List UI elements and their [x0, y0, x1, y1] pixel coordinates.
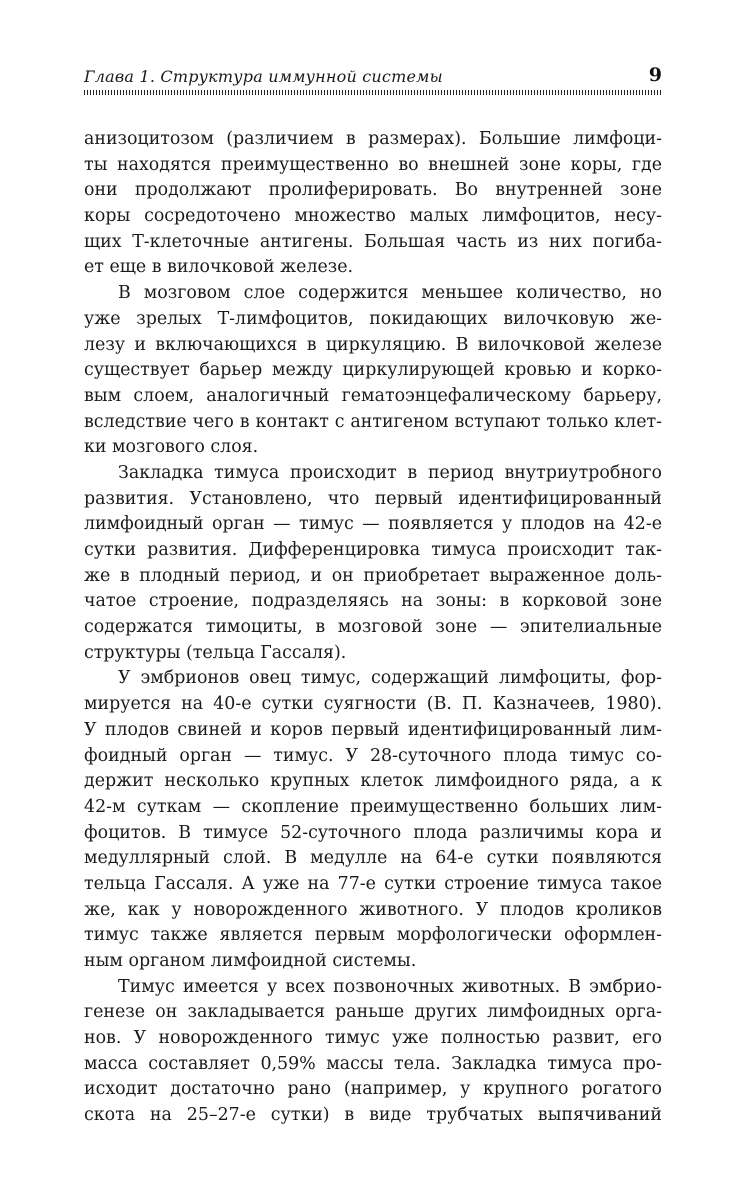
text-line: анизоцитозом (различием в размерах). Большие лимфоци- [84, 129, 662, 149]
text-line: В мозговом слое содержится меньшее количество, но [118, 283, 662, 304]
text-line: У эмбрионов овец тимус, содержащий лимфоциты, фор- [118, 668, 662, 689]
text-line: фоидный орган — тимус. У 28-суточного плода тимус со- [84, 745, 662, 766]
text-line: мируется на 40-е сутки суягности (В. П. Казначеев, 1980). [84, 694, 662, 715]
chapter-title: Глава 1. Структура иммунной системы [84, 67, 443, 86]
text-line: тимус также является первым морфологически оформлен- [84, 925, 662, 946]
text-line: Тимус имеется у всех позвоночных животных. В эмбрио- [118, 976, 662, 997]
text-line: исходит достаточно рано (например, у крупного рогатого [84, 1079, 662, 1100]
text-line: масса составляет 0,59% массы тела. Закладка тимуса про- [84, 1053, 662, 1074]
text-line: существует барьер между циркулирующей кровью и корко- [84, 360, 662, 381]
text-line: нов. У новорожденного тимус уже полностью развит, его [84, 1028, 662, 1049]
text-line: развития. Установлено, что первый идентифицированный [84, 488, 662, 509]
text-line: содержатся тимоциты, в мозговой зоне — эпителиальные [84, 617, 662, 638]
text-line: ты находятся преимущественно во внешней зоне коры, где [84, 154, 662, 175]
header-rule [84, 90, 662, 95]
paragraph [84, 666, 662, 974]
text-line: вследствие чего в контакт с антигеном вступают только клет- [84, 411, 662, 432]
text-line: держит несколько крупных клеток лимфоидного ряда, а к [84, 771, 662, 792]
text-line: же, как у новорожденного животного. У плодов кроликов [84, 899, 662, 920]
text-line: Закладка тимуса происходит в период внутриутробного [118, 462, 662, 483]
paragraph [84, 461, 662, 667]
paragraph [84, 281, 662, 461]
text-line: 42-м суткам — скопление преимущественно больших лим- [84, 796, 662, 817]
text-line: же в плодный период, и он приобретает выраженное доль- [84, 565, 662, 586]
paragraph [84, 975, 662, 1129]
text-line: структуры (тельца Гассаля). [84, 642, 347, 663]
body-text [84, 127, 662, 1129]
text-line: коры сосредоточено множество малых лимфоцитов, несу- [84, 206, 662, 227]
text-line: лимфоидный орган — тимус — появляется у плодов на 42-е [84, 514, 662, 535]
text-line: вым слоем, аналогичный гематоэнцефалическому барьеру, [84, 385, 662, 406]
text-line: скота на 25–27-е сутки) в виде трубчатых выпячиваний [84, 1105, 662, 1126]
text-line: ет еще в вилочковой железе. [84, 257, 354, 278]
text-line: чатое строение, подразделяясь на зоны: в корковой зоне [84, 591, 662, 612]
text-line: генезе он закладывается раньше других лимфоидных орга- [84, 1002, 662, 1023]
text-line: фоцитов. В тимусе 52-суточного плода различимы кора и [84, 822, 662, 843]
paragraph [84, 127, 662, 281]
text-line: щих Т-клеточные антигены. Большая часть из них погиба- [84, 231, 662, 252]
text-line: ки мозгового слоя. [84, 437, 259, 458]
text-line: они продолжают пролиферировать. Во внутренней зоне [84, 180, 662, 201]
page-number: 9 [648, 64, 662, 86]
text-line: сутки развития. Дифференцировка тимуса происходит так- [84, 540, 662, 560]
text-line: уже зрелых Т-лимфоцитов, покидающих вилочковую же- [84, 308, 662, 329]
running-header [84, 64, 662, 96]
text-line: тельца Гассаля. А уже на 77-е сутки строение тимуса такое [84, 873, 662, 894]
text-line: медуллярный слой. В медулле на 64-е сутки появляются [84, 848, 662, 869]
text-line: У плодов свиней и коров первый идентифицированный лим- [84, 719, 662, 740]
text-line: ным органом лимфоидной системы. [84, 951, 417, 971]
text-line: лезу и включающихся в циркуляцию. В вилочковой железе [84, 334, 662, 355]
